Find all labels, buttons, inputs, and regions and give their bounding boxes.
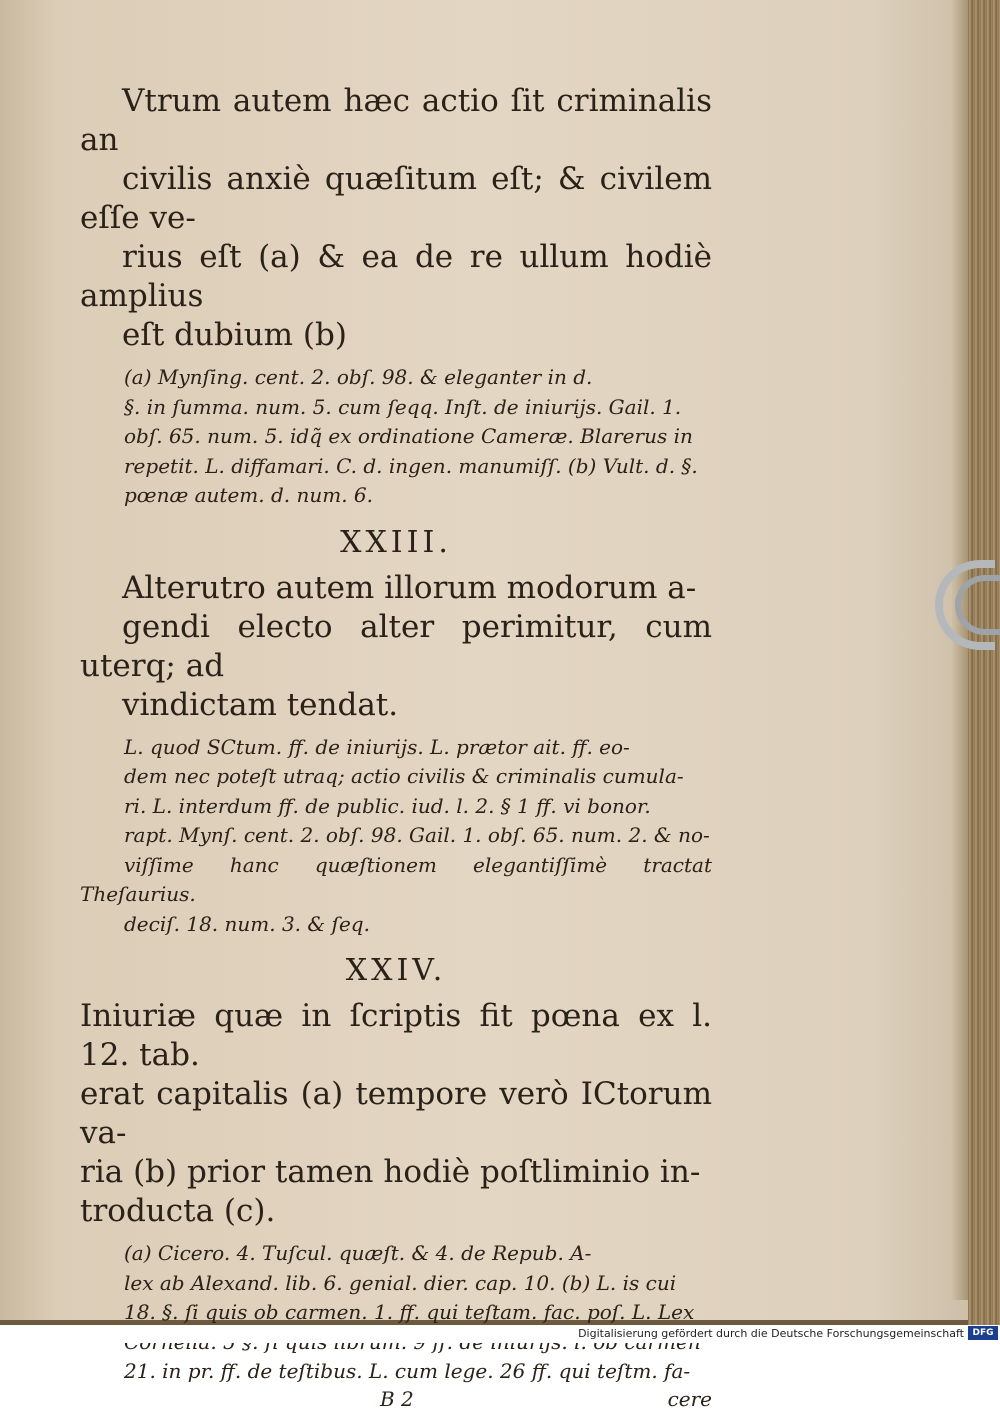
- note-line: viſſime hanc quæſtionem elegantiſſimè tractat Theſaurius.: [80, 852, 712, 906]
- text-line: ria (b) prior tamen hodiè poſtliminio in-: [80, 1154, 701, 1190]
- digitization-credit-bar: [0, 1325, 1000, 1343]
- text-line: Iniuriæ quæ in ſcriptis fit pœna ex l. 12. tab.: [80, 998, 712, 1073]
- page-text: [80, 82, 712, 1417]
- paragraph-2: [80, 569, 712, 725]
- text-line: eſt dubium (b): [122, 317, 347, 353]
- note-line: rapt. Mynſ. cent. 2. obſ. 98. Gail. 1. obſ. 65. num. 2. & no-: [124, 823, 710, 847]
- section-heading-xxiii: XXIII.: [340, 524, 452, 560]
- dfg-logo: DFG: [968, 1326, 998, 1340]
- signature-mark: B 2: [380, 1386, 414, 1411]
- page-edge-shadow: [952, 0, 968, 1300]
- text-line: vindictam tendat.: [122, 686, 399, 723]
- section-heading-xxiv: XXIV.: [345, 953, 447, 988]
- footnote-2: [80, 733, 712, 940]
- text-line: troducta (c).: [80, 1193, 276, 1229]
- note-line: L. quod SCtum. ff. de iniurijs. L. prætor ait. ff. eo-: [124, 734, 630, 759]
- note-line: dem nec poteſt utraq; actio civilis & criminalis cumula-: [124, 764, 684, 788]
- paragraph-1: [80, 82, 712, 355]
- note-line: ri. L. interdum ff. de public. iud. l. 2. § 1 ff. vi bonor.: [124, 793, 651, 818]
- text-line: erat capitalis (a) tempore verò ICtorum va-: [80, 1076, 712, 1151]
- credit-text: Digitalisierung gefördert durch die Deutsche Forschungsgemeinschaft: [578, 1327, 964, 1340]
- note-line: §. in ſumma. num. 5. cum ſeqq. Inſt. de iniurijs. Gail. 1.: [124, 394, 682, 419]
- page-footer-line: [80, 1387, 712, 1417]
- note-line: 21. in pr. ff. de teſtibus. L. cum lege. 26 ff. qui teſtm. fa-: [124, 1359, 691, 1383]
- note-line: deciſ. 18. num. 3. & ſeq.: [124, 911, 370, 936]
- text-line: Alterutro autem illorum modorum a-: [122, 569, 697, 606]
- note-line: (a) Mynſing. cent. 2. obſ. 98. & eleganter in d.: [124, 365, 593, 389]
- note-line: 18. §. ſi quis ob carmen. 1. ff. qui teſtam. fac. poſ. L. Lex: [124, 1300, 695, 1324]
- note-line: obſ. 65. num. 5. idq̃ ex ordinatione Cameræ. Blarerus in: [124, 424, 693, 448]
- note-line: pœnæ autem. d. num. 6.: [124, 483, 374, 507]
- note-line: (a) Cicero. 4. Tuſcul. quæſt. & 4. de Repub. A-: [124, 1241, 592, 1265]
- text-line: Vtrum autem hæc actio ſit criminalis an: [80, 83, 712, 158]
- text-line: rius eſt (a) & ea de re ullum hodiè amplius: [80, 239, 712, 314]
- footnote-1: [80, 363, 712, 511]
- text-line: civilis anxiè quæſitum eſt; & civilem eſſe ve-: [80, 161, 712, 236]
- paragraph-3: [80, 997, 712, 1231]
- text-line: gendi electo alter perimitur, cum uterq; ad: [80, 608, 712, 684]
- note-line: lex ab Alexand. lib. 6. genial. dier. cap. 10. (b) L. is cui: [124, 1270, 677, 1295]
- footnote-3: [80, 1239, 712, 1387]
- book-edge: [968, 0, 1000, 1325]
- catchword: cere: [667, 1386, 712, 1411]
- note-line: repetit. L. diffamari. C. d. ingen. manumiſſ. (b) Vult. d. §.: [124, 453, 698, 478]
